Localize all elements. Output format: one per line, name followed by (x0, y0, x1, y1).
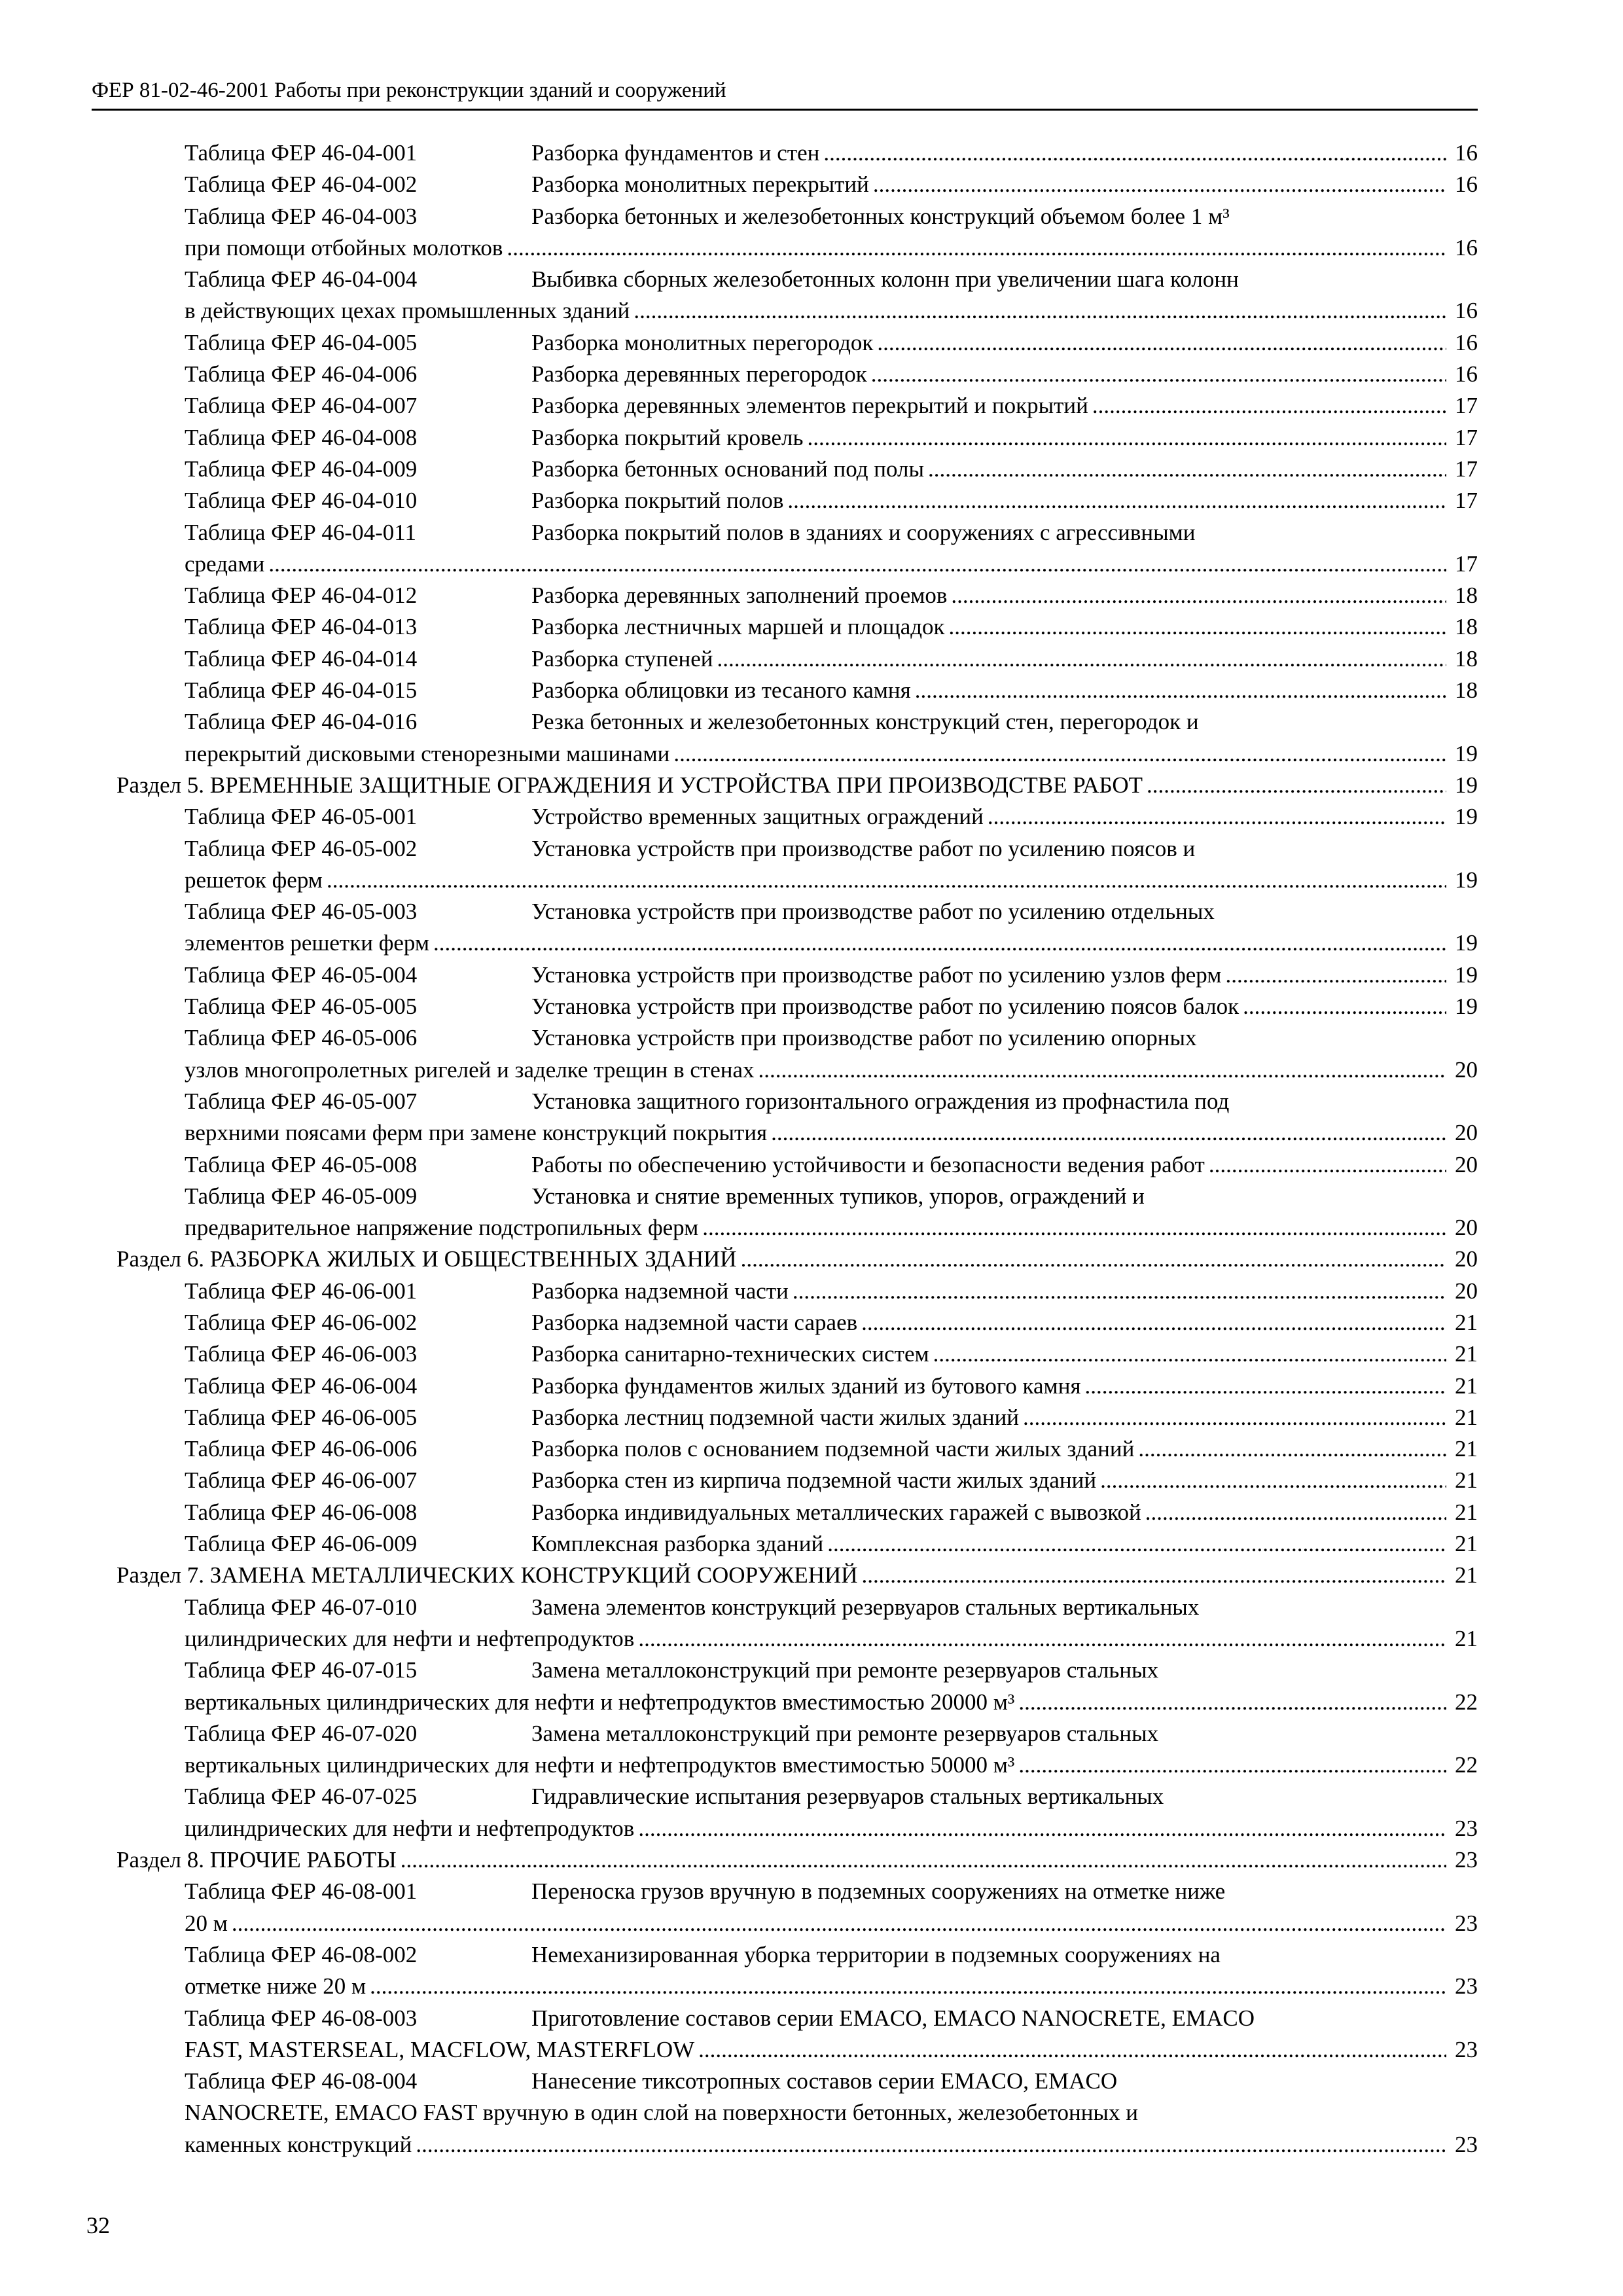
toc-page-number: 19 (1455, 867, 1478, 893)
toc-table-entry[interactable] (116, 991, 1478, 1022)
toc-table-code: Таблица ФЕР 46-04-014 (185, 645, 418, 672)
toc-table-code: Таблица ФЕР 46-06-009 (185, 1531, 418, 1557)
toc-table-entry[interactable] (116, 359, 1478, 390)
dot-leader (783, 485, 1446, 516)
toc-table-code: Таблица ФЕР 46-04-001 (185, 140, 418, 166)
toc-table-entry[interactable] (116, 1781, 1478, 1844)
toc-entry-title: Замена элементов конструкций резервуаров стальных вертикальных (531, 1594, 1200, 1620)
dot-leader (1014, 1749, 1446, 1781)
toc-entry-title: Разборка деревянных заполнений проемов (531, 583, 948, 609)
toc-entry-title: Установка устройств при производстве работ по усилению узлов ферм (531, 961, 1222, 988)
toc-page-number: 23 (1455, 1815, 1478, 1841)
dot-leader (755, 1054, 1446, 1086)
header-divider (92, 109, 1478, 111)
toc-entry-title: Разборка индивидуальных металлических гаражей с вывозкой (531, 1499, 1141, 1525)
dot-leader (819, 137, 1446, 169)
toc-table-code: Таблица ФЕР 46-04-010 (185, 488, 418, 514)
toc-table-code: Таблица ФЕР 46-04-003 (185, 203, 418, 229)
toc-page-number: 19 (1455, 930, 1478, 956)
dot-leader (984, 801, 1446, 833)
toc-table-code: Таблица ФЕР 46-06-004 (185, 1372, 418, 1399)
toc-table-entry[interactable] (116, 264, 1478, 327)
toc-section-entry[interactable] (116, 1244, 1478, 1275)
dot-leader (767, 1117, 1446, 1149)
toc-table-code: Таблица ФЕР 46-07-025 (185, 1784, 418, 1810)
toc-table-entry[interactable] (116, 896, 1478, 960)
toc-table-code: Таблица ФЕР 46-08-003 (185, 2005, 418, 2031)
toc-table-entry[interactable] (116, 675, 1478, 706)
dot-leader (1221, 960, 1446, 991)
toc-section-entry[interactable] (116, 1844, 1478, 1876)
toc-table-code: Таблица ФЕР 46-04-016 (185, 709, 418, 735)
dot-leader (397, 1844, 1446, 1876)
toc-table-code: Таблица ФЕР 46-05-005 (185, 994, 418, 1020)
toc-table-code: Таблица ФЕР 46-05-004 (185, 961, 418, 988)
toc-table-entry[interactable] (116, 1528, 1478, 1560)
toc-page-number: 21 (1455, 1341, 1478, 1367)
toc-entry-title: вертикальных цилиндрических для нефти и нефтепродуктов вместимостью 20000 м³ (185, 1689, 1015, 1715)
toc-page-number: 20 (1455, 1056, 1478, 1083)
toc-entry-title: Разборка покрытий полов (531, 488, 784, 514)
toc-table-entry[interactable] (116, 390, 1478, 422)
dot-leader (924, 454, 1446, 485)
toc-entry-title: элементов решетки ферм (185, 930, 430, 956)
toc-table-entry[interactable] (116, 1655, 1478, 1718)
toc-page-number: 21 (1455, 1531, 1478, 1557)
toc-table-entry[interactable] (116, 1876, 1478, 1939)
toc-table-code: Таблица ФЕР 46-04-015 (185, 677, 418, 704)
toc-page-number: 21 (1455, 1372, 1478, 1399)
toc-table-entry[interactable] (116, 2066, 1478, 2161)
dot-leader (503, 232, 1446, 264)
toc-page-number: 23 (1455, 1847, 1478, 1873)
toc-entry-title: Разборка фундаментов жилых зданий из бутового камня (531, 1372, 1081, 1399)
toc-page-number: 19 (1455, 772, 1478, 798)
toc-table-entry[interactable] (116, 1497, 1478, 1528)
toc-page-number: 18 (1455, 583, 1478, 609)
toc-table-code: Таблица ФЕР 46-08-004 (185, 2068, 418, 2094)
toc-entry-title: Установка устройств при производстве работ по усилению отдельных (531, 899, 1215, 925)
toc-page-number: 17 (1455, 424, 1478, 450)
dot-leader (945, 611, 1446, 643)
toc-page-number: 16 (1455, 361, 1478, 387)
toc-entry-title: Нанесение тиксотропных составов серии EMACO, EMACO (531, 2068, 1118, 2094)
dot-leader (698, 1212, 1446, 1244)
toc-table-code: Таблица ФЕР 46-06-008 (185, 1499, 418, 1525)
toc-entry-title: Разборка бетонных и железобетонных конструкций объемом более 1 м³ (531, 203, 1230, 229)
dot-leader (669, 738, 1446, 770)
dot-leader (634, 1813, 1446, 1844)
toc-entry-title: Разборка надземной части сараев (531, 1309, 858, 1335)
dot-leader (412, 2129, 1446, 2161)
toc-page-number: 17 (1455, 550, 1478, 577)
toc-table-code: Таблица ФЕР 46-07-020 (185, 1720, 418, 1746)
toc-entry-title: Установка устройств при производстве работ по усилению опорных (531, 1025, 1197, 1051)
toc-page-number: 21 (1455, 1625, 1478, 1651)
toc-table-code: Таблица ФЕР 46-04-013 (185, 614, 418, 640)
toc-table-code: Таблица ФЕР 46-06-006 (185, 1436, 418, 1462)
toc-page-number: 20 (1455, 1215, 1478, 1241)
toc-entry-title: средами (185, 550, 265, 577)
toc-table-entry[interactable] (116, 1718, 1478, 1782)
toc-entry-title: Разборка лестничных маршей и площадок (531, 614, 945, 640)
toc-table-code: Таблица ФЕР 46-07-010 (185, 1594, 418, 1620)
toc-entry-title: отметке ниже 20 м (185, 1973, 366, 2000)
toc-table-entry[interactable] (116, 801, 1478, 833)
toc-page-number: 21 (1455, 1309, 1478, 1335)
dot-leader (857, 1307, 1446, 1338)
toc-entry-title: Приготовление составов серии EMACO, EMACO NANOCRETE, EMACO (531, 2005, 1255, 2031)
toc-table-code: Таблица ФЕР 46-05-008 (185, 1151, 418, 1177)
toc-page-number: 16 (1455, 298, 1478, 324)
toc-page-number: 21 (1455, 1562, 1478, 1588)
dot-leader (264, 548, 1446, 580)
toc-table-code: Таблица ФЕР 46-08-002 (185, 1941, 418, 1967)
toc-entry-title: Установка и снятие временных тупиков, упоров, ограждений и (531, 1183, 1145, 1209)
toc-entry-title: Разборка монолитных перекрытий (531, 171, 869, 198)
toc-page-number: 23 (1455, 2131, 1478, 2157)
dot-leader (803, 422, 1446, 454)
toc-table-entry[interactable] (116, 611, 1478, 643)
toc-entry-title: Установка защитного горизонтального ограждения из профнастила под (531, 1088, 1230, 1114)
toc-entry-title: Разборка бетонных оснований под полы (531, 456, 925, 482)
dot-leader (929, 1338, 1446, 1370)
toc-page-number: 22 (1455, 1689, 1478, 1715)
toc-page-number: 16 (1455, 329, 1478, 355)
toc-table-entry[interactable] (116, 1338, 1478, 1370)
toc-entry-title: Немеханизированная уборка территории в подземных сооружениях на (531, 1941, 1221, 1967)
toc-table-code: Таблица ФЕР 46-06-007 (185, 1467, 418, 1494)
toc-table-entry[interactable] (116, 1181, 1478, 1244)
dot-leader (873, 327, 1446, 359)
dot-leader (1081, 1371, 1446, 1402)
page-number: 32 (86, 2212, 110, 2238)
toc-entry-title: перекрытий дисковыми стенорезными машинами (185, 740, 670, 766)
toc-entry-title: Гидравлические испытания резервуаров стальных вертикальных (531, 1784, 1164, 1810)
dot-leader (694, 2034, 1446, 2066)
toc-entry-title: Разборка деревянных элементов перекрытий и покрытий (531, 393, 1088, 419)
toc-entry-title: Замена металлоконструкций при ремонте резервуаров стальных (531, 1657, 1159, 1683)
toc-page-number: 17 (1455, 393, 1478, 419)
toc-section-title: Раздел 6. РАЗБОРКА ЖИЛЫХ И ОБЩЕСТВЕННЫХ ЗДАНИЙ (116, 1246, 737, 1272)
toc-entry-title: Переноска грузов вручную в подземных сооружениях на отметке ниже (531, 1878, 1226, 1905)
toc-entry-title: Устройство временных защитных ограждений (531, 804, 984, 830)
dot-leader (634, 1623, 1446, 1655)
toc-entry-title: 20 м (185, 1910, 228, 1936)
toc-table-code: Таблица ФЕР 46-04-012 (185, 583, 418, 609)
toc-table-entry[interactable] (116, 1307, 1478, 1338)
toc-page-number: 23 (1455, 2036, 1478, 2062)
toc-table-entry[interactable] (116, 1086, 1478, 1149)
toc-entry-title: Выбивка сборных железобетонных колонн при увеличении шага колонн (531, 266, 1239, 293)
dot-leader (630, 295, 1446, 327)
table-of-contents (116, 137, 1478, 2161)
toc-page-number: 18 (1455, 614, 1478, 640)
dot-leader (1088, 390, 1446, 422)
toc-entry-title: Разборка лестниц подземной части жилых зданий (531, 1404, 1020, 1430)
toc-table-entry[interactable] (116, 706, 1478, 770)
toc-section-title: Раздел 5. ВРЕМЕННЫЕ ЗАЩИТНЫЕ ОГРАЖДЕНИЯ И УСТРОЙСТВА ПРИ ПРОИЗВОДСТВЕ РАБОТ (116, 772, 1143, 798)
toc-table-entry[interactable] (116, 137, 1478, 169)
toc-table-entry[interactable] (116, 169, 1478, 200)
toc-table-entry[interactable] (116, 422, 1478, 454)
dot-leader (1143, 770, 1446, 801)
toc-entry-title: Разборка облицовки из тесаного камня (531, 677, 911, 704)
toc-table-code: Таблица ФЕР 46-06-001 (185, 1278, 418, 1304)
toc-page-number: 16 (1455, 140, 1478, 166)
dot-leader (947, 580, 1446, 611)
toc-table-entry[interactable] (116, 1465, 1478, 1496)
dot-leader (1134, 1433, 1446, 1465)
toc-page-number: 23 (1455, 1910, 1478, 1936)
toc-table-entry[interactable] (116, 1592, 1478, 1655)
toc-entry-title: цилиндрических для нефти и нефтепродуктов (185, 1625, 635, 1651)
dot-leader (1014, 1687, 1446, 1718)
toc-table-code: Таблица ФЕР 46-04-011 (185, 519, 416, 545)
dot-leader (858, 1560, 1446, 1591)
toc-page-number: 19 (1455, 804, 1478, 830)
toc-table-code: Таблица ФЕР 46-04-008 (185, 424, 418, 450)
toc-table-code: Таблица ФЕР 46-05-006 (185, 1025, 418, 1051)
toc-table-entry[interactable] (116, 2003, 1478, 2066)
toc-entry-title: при помощи отбойных молотков (185, 234, 503, 260)
toc-table-code: Таблица ФЕР 46-04-006 (185, 361, 418, 387)
toc-entry-title: Разборка фундаментов и стен (531, 140, 820, 166)
toc-table-code: Таблица ФЕР 46-04-002 (185, 171, 418, 198)
toc-table-code: Таблица ФЕР 46-04-007 (185, 393, 418, 419)
toc-table-code: Таблица ФЕР 46-05-007 (185, 1088, 418, 1114)
toc-table-entry[interactable] (116, 1371, 1478, 1402)
toc-table-entry[interactable] (116, 1276, 1478, 1307)
dot-leader (1019, 1402, 1446, 1433)
toc-page-number: 22 (1455, 1752, 1478, 1778)
toc-page-number: 17 (1455, 456, 1478, 482)
toc-table-entry[interactable] (116, 1022, 1478, 1086)
toc-table-entry[interactable] (116, 1402, 1478, 1433)
dot-leader (911, 675, 1446, 706)
toc-entry-title: Замена металлоконструкций при ремонте резервуаров стальных (531, 1720, 1159, 1746)
toc-entry-title: Разборка покрытий кровель (531, 424, 804, 450)
toc-page-number: 19 (1455, 994, 1478, 1020)
toc-page-number: 20 (1455, 1120, 1478, 1146)
toc-page-number: 17 (1455, 488, 1478, 514)
dot-leader (323, 865, 1446, 896)
toc-entry-title: решеток ферм (185, 867, 323, 893)
toc-page-number: 21 (1455, 1499, 1478, 1525)
toc-section-title: Раздел 8. ПРОЧИЕ РАБОТЫ (116, 1847, 397, 1873)
toc-entry-title: FAST, MASTERSEAL, MACFLOW, MASTERFLOW (185, 2036, 695, 2062)
toc-entry-title: цилиндрических для нефти и нефтепродуктов (185, 1815, 635, 1841)
dot-leader (823, 1528, 1446, 1560)
toc-entry-title: каменных конструкций (185, 2131, 412, 2157)
toc-entry-title: Разборка санитарно-технических систем (531, 1341, 929, 1367)
toc-table-code: Таблица ФЕР 46-08-001 (185, 1878, 418, 1905)
toc-table-code: Таблица ФЕР 46-06-002 (185, 1309, 418, 1335)
toc-entry-title: Установка устройств при производстве работ по усилению поясов балок (531, 994, 1240, 1020)
dot-leader (789, 1276, 1446, 1307)
toc-page-number: 19 (1455, 740, 1478, 766)
toc-table-code: Таблица ФЕР 46-05-001 (185, 804, 418, 830)
toc-entry-title: NANOCRETE, EMACO FAST вручную в один слой на поверхности бетонных, железобетонных и (185, 2100, 1138, 2126)
toc-entry-title: Разборка деревянных перегородок (531, 361, 867, 387)
toc-entry-title: предварительное напряжение подстропильных ферм (185, 1215, 699, 1241)
toc-table-code: Таблица ФЕР 46-04-004 (185, 266, 418, 293)
toc-table-code: Таблица ФЕР 46-05-003 (185, 899, 418, 925)
toc-page-number: 20 (1455, 1246, 1478, 1272)
toc-page-number: 20 (1455, 1278, 1478, 1304)
toc-entry-title: Разборка ступеней (531, 645, 713, 672)
toc-entry-title: Разборка стен из кирпича подземной части жилых зданий (531, 1467, 1097, 1494)
toc-table-code: Таблица ФЕР 46-07-015 (185, 1657, 418, 1683)
toc-page-number: 16 (1455, 234, 1478, 260)
dot-leader (1205, 1149, 1446, 1181)
toc-table-code: Таблица ФЕР 46-05-002 (185, 835, 418, 861)
dot-leader (737, 1244, 1446, 1275)
toc-entry-title: верхними поясами ферм при замене конструкций покрытия (185, 1120, 768, 1146)
toc-table-entry[interactable] (116, 485, 1478, 516)
toc-entry-title: Комплексная разборка зданий (531, 1531, 824, 1557)
toc-page-number: 21 (1455, 1404, 1478, 1430)
dot-leader (869, 169, 1446, 200)
toc-table-code: Таблица ФЕР 46-06-003 (185, 1341, 418, 1367)
toc-table-code: Таблица ФЕР 46-04-005 (185, 329, 418, 355)
toc-entry-title: в действующих цехах промышленных зданий (185, 298, 630, 324)
dot-leader (867, 359, 1446, 390)
toc-table-code: Таблица ФЕР 46-05-009 (185, 1183, 418, 1209)
toc-page-number: 21 (1455, 1436, 1478, 1462)
toc-entry-title: Резка бетонных и железобетонных конструкций стен, перегородок и (531, 709, 1199, 735)
toc-entry-title: Разборка монолитных перегородок (531, 329, 874, 355)
dot-leader (1239, 991, 1446, 1022)
toc-page-number: 23 (1455, 1973, 1478, 2000)
toc-table-entry[interactable] (116, 454, 1478, 485)
toc-table-entry[interactable] (116, 1433, 1478, 1465)
toc-table-entry[interactable] (116, 643, 1478, 675)
toc-section-title: Раздел 7. ЗАМЕНА МЕТАЛЛИЧЕСКИХ КОНСТРУКЦИЙ СООРУЖЕНИЙ (116, 1562, 858, 1588)
toc-page-number: 20 (1455, 1151, 1478, 1177)
toc-page-number: 21 (1455, 1467, 1478, 1494)
toc-section-entry[interactable] (116, 770, 1478, 801)
toc-table-entry[interactable] (116, 960, 1478, 991)
toc-page-number: 19 (1455, 961, 1478, 988)
toc-entry-title: вертикальных цилиндрических для нефти и нефтепродуктов вместимостью 50000 м³ (185, 1752, 1015, 1778)
dot-leader (1141, 1497, 1446, 1528)
page-header-title: ФЕР 81-02-46-2001 Работы при реконструкции зданий и сооружений (92, 79, 726, 102)
toc-page-number: 18 (1455, 677, 1478, 704)
toc-table-entry[interactable] (116, 580, 1478, 611)
toc-page-number: 18 (1455, 645, 1478, 672)
toc-entry-title: Разборка надземной части (531, 1278, 789, 1304)
toc-table-code: Таблица ФЕР 46-06-005 (185, 1404, 418, 1430)
toc-entry-title: Работы по обеспечению устойчивости и безопасности ведения работ (531, 1151, 1205, 1177)
toc-table-entry[interactable] (116, 1939, 1478, 2003)
toc-page-number: 16 (1455, 171, 1478, 198)
toc-entry-title: Разборка полов с основанием подземной части жилых зданий (531, 1436, 1135, 1462)
toc-table-entry[interactable] (116, 327, 1478, 359)
toc-entry-title: узлов многопролетных ригелей и заделке трещин в стенах (185, 1056, 755, 1083)
toc-table-entry[interactable] (116, 833, 1478, 897)
dot-leader (1096, 1465, 1446, 1496)
toc-table-entry[interactable] (116, 517, 1478, 581)
dot-leader (366, 1971, 1446, 2002)
dot-leader (713, 643, 1446, 675)
dot-leader (429, 927, 1446, 959)
dot-leader (228, 1908, 1446, 1939)
toc-entry-title: Установка устройств при производстве работ по усилению поясов и (531, 835, 1196, 861)
toc-table-entry[interactable] (116, 201, 1478, 264)
toc-table-code: Таблица ФЕР 46-04-009 (185, 456, 418, 482)
toc-table-entry[interactable] (116, 1149, 1478, 1181)
toc-entry-title: Разборка покрытий полов в зданиях и сооружениях с агрессивными (531, 519, 1196, 545)
toc-section-entry[interactable] (116, 1560, 1478, 1591)
